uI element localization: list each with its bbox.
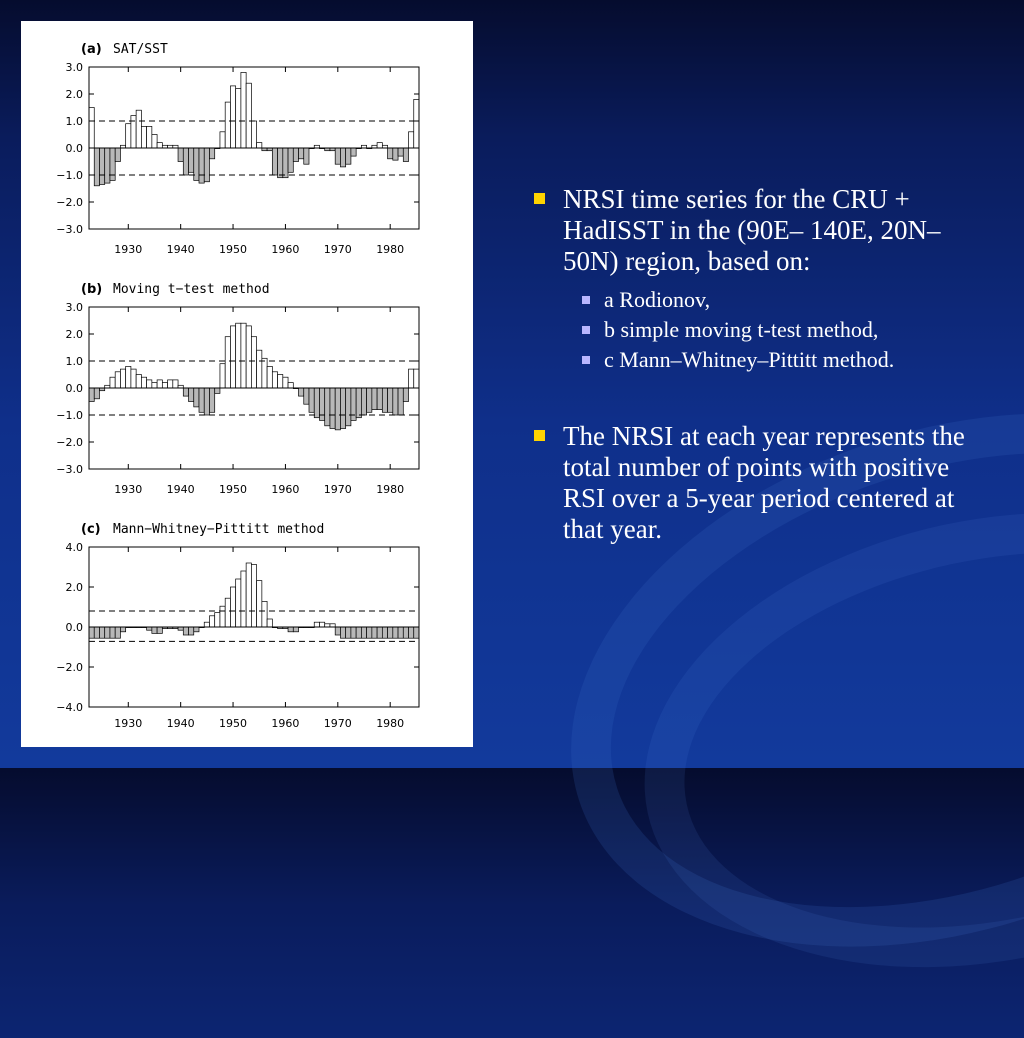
y-tick-label: 2.0: [65, 328, 83, 341]
bar: [183, 388, 188, 396]
bar: [168, 380, 173, 388]
bar: [314, 622, 319, 627]
bar: [209, 616, 214, 627]
bar: [236, 323, 241, 388]
bar: [388, 388, 393, 412]
bar: [94, 388, 99, 399]
x-tick-label: 1950: [219, 243, 248, 256]
sub-bullet-item: [582, 287, 980, 313]
bar: [99, 148, 104, 184]
bar: [230, 326, 235, 388]
x-tick-label: 1960: [271, 717, 300, 730]
bar: [257, 350, 262, 388]
bar: [105, 627, 110, 638]
x-tick-label: 1930: [114, 717, 143, 730]
bar: [293, 627, 298, 632]
bar: [372, 388, 377, 410]
bar: [314, 388, 319, 418]
bar: [183, 627, 188, 635]
sub-bullet-square-icon: [582, 326, 590, 334]
bar: [319, 622, 324, 627]
bar: [230, 587, 235, 627]
bullet-square-icon: [534, 430, 545, 441]
bullet-text: The NRSI at each year represents the total number of points with positive RSI over a 5-year period centered at that year.: [563, 421, 965, 544]
x-tick-label: 1960: [271, 483, 300, 496]
y-tick-label: 2.0: [65, 581, 83, 594]
bullet-item: [530, 184, 980, 277]
chart-title: Mann−Whitney−Pittitt method: [113, 522, 325, 537]
panel-label: (c): [81, 522, 101, 537]
bar: [189, 627, 194, 635]
bar: [120, 627, 125, 632]
figure-panel: [21, 21, 473, 747]
bar: [398, 148, 403, 156]
bar: [220, 606, 225, 627]
bar: [131, 369, 136, 388]
bar: [157, 380, 162, 388]
bar: [351, 627, 356, 638]
bullet-square-icon: [534, 193, 545, 204]
x-tick-label: 1970: [323, 483, 352, 496]
y-tick-label: 4.0: [65, 541, 83, 554]
bar: [288, 627, 293, 632]
bar: [110, 627, 115, 638]
bar: [340, 627, 345, 638]
bar: [204, 388, 209, 415]
x-tick-label: 1950: [219, 717, 248, 730]
bar: [215, 388, 220, 393]
bar: [157, 627, 162, 633]
bar: [299, 148, 304, 159]
bar: [236, 579, 241, 627]
x-tick-label: 1940: [166, 243, 195, 256]
bar: [382, 388, 387, 412]
bar: [367, 388, 372, 412]
bar: [382, 627, 387, 638]
bar: [194, 388, 199, 407]
bar: [183, 148, 188, 175]
y-tick-label: −1.0: [56, 169, 83, 182]
bar: [283, 377, 288, 388]
bar: [94, 627, 99, 638]
bar: [189, 148, 194, 172]
bar: [246, 326, 251, 388]
bar: [215, 613, 220, 627]
x-tick-label: 1940: [166, 717, 195, 730]
y-tick-label: 1.0: [65, 355, 83, 368]
bar: [361, 388, 366, 415]
bar: [194, 148, 199, 180]
bar: [199, 388, 204, 412]
bar: [272, 372, 277, 388]
bar: [152, 627, 157, 633]
bar: [225, 598, 230, 627]
y-tick-label: 0.0: [65, 142, 83, 155]
y-tick-label: 3.0: [65, 301, 83, 314]
bar: [403, 627, 408, 638]
bar: [126, 124, 131, 148]
y-tick-label: 0.0: [65, 382, 83, 395]
x-tick-label: 1960: [271, 243, 300, 256]
nrsi-chart-figure: [21, 21, 473, 747]
bar: [346, 388, 351, 426]
bar: [173, 380, 178, 388]
bar: [115, 148, 120, 162]
y-tick-label: −4.0: [56, 701, 83, 714]
bar: [393, 148, 398, 160]
bar: [89, 388, 94, 402]
bar: [105, 148, 110, 183]
bar: [241, 571, 246, 627]
bar: [356, 388, 361, 418]
bar: [367, 627, 372, 638]
bar: [257, 143, 262, 148]
bar: [162, 383, 167, 388]
bar: [393, 627, 398, 638]
chart-title: Moving t−test method: [113, 282, 270, 297]
bar: [257, 581, 262, 627]
bar: [309, 388, 314, 412]
sub-bullet-text: c Mann–Whitney–Pittitt method.: [604, 347, 895, 372]
bar: [414, 627, 419, 638]
bar: [346, 148, 351, 164]
bar: [157, 143, 162, 148]
x-tick-label: 1980: [376, 483, 405, 496]
panel-label: (b): [81, 282, 103, 297]
bar: [209, 148, 214, 159]
bar: [262, 358, 267, 388]
bar: [126, 366, 131, 388]
bar: [189, 388, 194, 402]
bar: [304, 148, 309, 164]
bar: [293, 148, 298, 162]
bar: [178, 148, 183, 162]
bar: [388, 148, 393, 159]
bar: [141, 377, 146, 388]
bar: [340, 388, 345, 429]
y-tick-label: 0.0: [65, 621, 83, 634]
bar: [141, 126, 146, 148]
bar: [351, 388, 356, 420]
bar: [335, 148, 340, 164]
bar: [388, 627, 393, 638]
bar: [299, 388, 304, 396]
bar: [209, 388, 214, 412]
bar: [377, 627, 382, 638]
x-tick-label: 1970: [323, 717, 352, 730]
bar: [377, 388, 382, 410]
bar: [409, 369, 414, 388]
bar: [414, 99, 419, 148]
x-tick-label: 1950: [219, 483, 248, 496]
sub-bullet-text: b simple moving t-test method,: [604, 317, 879, 342]
bar: [272, 148, 277, 175]
bar: [152, 383, 157, 388]
bar: [99, 627, 104, 638]
x-tick-label: 1930: [114, 483, 143, 496]
bar: [283, 148, 288, 178]
bar: [115, 627, 120, 638]
bullet-text: NRSI time series for the CRU + HadISST in the (90E– 140E, 20N–50N) region, based on:: [563, 184, 941, 276]
bar: [351, 148, 356, 156]
bar: [204, 148, 209, 182]
bar: [251, 565, 256, 627]
bar: [147, 380, 152, 388]
y-tick-label: 1.0: [65, 115, 83, 128]
bar: [199, 148, 204, 183]
bar: [115, 372, 120, 388]
bar: [225, 337, 230, 388]
bar: [241, 323, 246, 388]
y-tick-label: −2.0: [56, 436, 83, 449]
bar: [251, 337, 256, 388]
bar: [393, 388, 398, 415]
bar: [94, 148, 99, 186]
bar: [110, 377, 115, 388]
bar: [262, 601, 267, 627]
bar: [267, 619, 272, 627]
bullet-list: [530, 184, 980, 545]
bar: [377, 143, 382, 148]
y-tick-label: −2.0: [56, 661, 83, 674]
bar: [356, 627, 361, 638]
y-tick-label: −3.0: [56, 223, 83, 236]
bar: [340, 148, 345, 167]
bar: [414, 369, 419, 388]
bar: [304, 388, 309, 404]
bar: [120, 369, 125, 388]
y-tick-label: −1.0: [56, 409, 83, 422]
x-tick-label: 1930: [114, 243, 143, 256]
bar: [288, 383, 293, 388]
bar: [278, 148, 283, 178]
bar: [409, 627, 414, 638]
chart-title: SAT/SST: [113, 42, 168, 57]
bar: [325, 388, 330, 426]
bar: [246, 83, 251, 148]
sub-bullet-list: [582, 287, 980, 373]
bar: [398, 627, 403, 638]
sub-bullet-item: [582, 317, 980, 343]
panel-label: (a): [81, 42, 102, 57]
bar: [110, 148, 115, 180]
bar: [225, 102, 230, 148]
bar: [147, 126, 152, 148]
bar: [335, 388, 340, 430]
sub-bullet-item: [582, 347, 980, 373]
bar: [335, 627, 340, 635]
bar: [409, 132, 414, 148]
bar: [131, 116, 136, 148]
x-tick-label: 1980: [376, 717, 405, 730]
x-tick-label: 1970: [323, 243, 352, 256]
bar: [372, 627, 377, 638]
x-tick-label: 1980: [376, 243, 405, 256]
bar: [89, 108, 94, 149]
bar: [136, 110, 141, 148]
y-tick-label: 2.0: [65, 88, 83, 101]
bar: [220, 132, 225, 148]
bar: [230, 86, 235, 148]
bar: [403, 148, 408, 162]
bullet-item: [530, 421, 980, 545]
y-tick-label: 3.0: [65, 61, 83, 74]
sub-bullet-square-icon: [582, 296, 590, 304]
bar: [288, 148, 293, 172]
bar: [89, 627, 94, 638]
bar: [220, 364, 225, 388]
bar: [194, 627, 199, 632]
sub-bullet-text: a Rodionov,: [604, 287, 711, 312]
bar: [319, 388, 324, 420]
bar: [204, 622, 209, 627]
bar: [403, 388, 408, 402]
bar: [241, 72, 246, 148]
y-tick-label: −3.0: [56, 463, 83, 476]
bar: [330, 388, 335, 429]
bar: [398, 388, 403, 415]
bar: [251, 121, 256, 148]
sub-bullet-square-icon: [582, 356, 590, 364]
bar: [267, 366, 272, 388]
bar: [278, 375, 283, 389]
bar: [246, 563, 251, 627]
bar: [361, 627, 366, 638]
y-tick-label: −2.0: [56, 196, 83, 209]
bar: [136, 375, 141, 389]
bar: [236, 89, 241, 148]
bar: [346, 627, 351, 638]
x-tick-label: 1940: [166, 483, 195, 496]
bar: [152, 135, 157, 149]
